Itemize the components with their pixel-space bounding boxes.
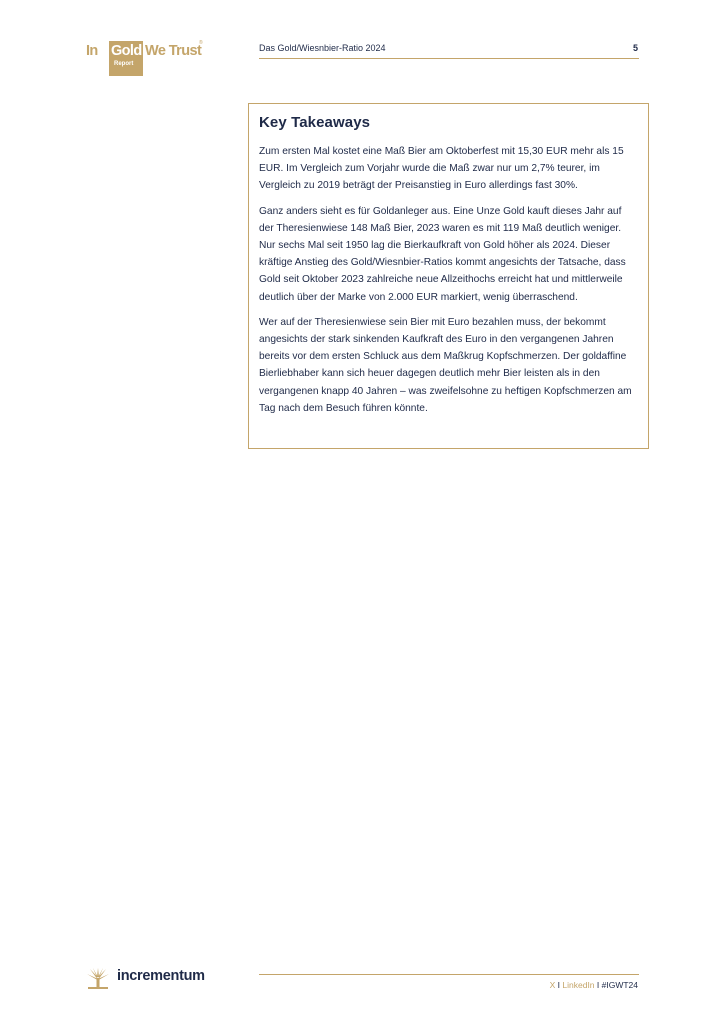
takeaway-paragraph-3: Wer auf der Theresienwiese sein Bier mit Euro bezahlen muss, der bekommt angesichts der stark sinkenden Kaufkraft des Euro in den vergangenen Jahren bereits vor dem ersten Schluck aus dem Maßkrug Kopfschmerzen. Der goldaffine Bierliebhaber kann sich heuer dagegen deutlich mehr Bier leisten als in den vergangenen knapp 40 Jahren – was zweifelsohne zu heftigen Kopfschmerzen am Tag nach dem Besuch führen könnte. bbox=[259, 316, 632, 414]
header-title: Das Gold/Wiesnbier-Ratio 2024 bbox=[259, 43, 386, 53]
footer-links bbox=[550, 980, 638, 990]
hashtag-link[interactable]: #IGWT24 bbox=[601, 980, 638, 990]
logo-word-in: In bbox=[86, 43, 98, 59]
logo-word-we-trust: We Trust bbox=[145, 43, 202, 59]
footer-separator: I bbox=[594, 980, 602, 990]
logo-word-gold: Gold bbox=[111, 43, 142, 59]
header-rule bbox=[259, 58, 639, 59]
x-link[interactable]: X bbox=[549, 980, 556, 990]
brand-name: incrementum bbox=[117, 968, 205, 984]
logo-registered-mark: ® bbox=[199, 40, 203, 46]
footer-rule bbox=[259, 974, 639, 975]
takeaway-paragraph-1: Zum ersten Mal kostet eine Maß Bier am Oktoberfest mit 15,30 EUR mehr als 15 EUR. Im Vergleich zum Vorjahr wurde die Maß zwar nur um 2,7% teurer, im Vergleich zu 2019 beträgt der Preisanstieg in Euro allerdings fast 30%. bbox=[259, 146, 624, 192]
in-gold-we-trust-logo bbox=[86, 41, 204, 77]
key-takeaways-heading: Key Takeaways bbox=[259, 114, 371, 131]
tree-icon bbox=[86, 966, 110, 990]
linkedin-link[interactable]: LinkedIn bbox=[562, 980, 595, 990]
incrementum-logo bbox=[86, 966, 216, 990]
page-number: 5 bbox=[632, 43, 638, 53]
key-takeaways-box bbox=[248, 103, 649, 449]
takeaway-paragraph-2: Ganz anders sieht es für Goldanleger aus. Eine Unze Gold kauft dieses Jahr auf der Theresienwiese 148 Maß Bier, 2023 waren es mit 119 Maß deutlich weniger. Nur sechs Mal seit 1950 lag die Bierkaufkraft von Gold höher als 2024. Dieser kräftige Anstieg des Gold/Wiesnbier-Ratios kommt angesichts der Tatsache, dass Gold seit Oktober 2023 zahlreiche neue Allzeithochs erreicht hat und mittlerweile deutlich über der Marke von 2.000 EUR markiert, wenig überraschend. bbox=[259, 205, 626, 303]
logo-word-report: Report bbox=[114, 61, 134, 67]
footer-separator: I bbox=[555, 980, 563, 990]
